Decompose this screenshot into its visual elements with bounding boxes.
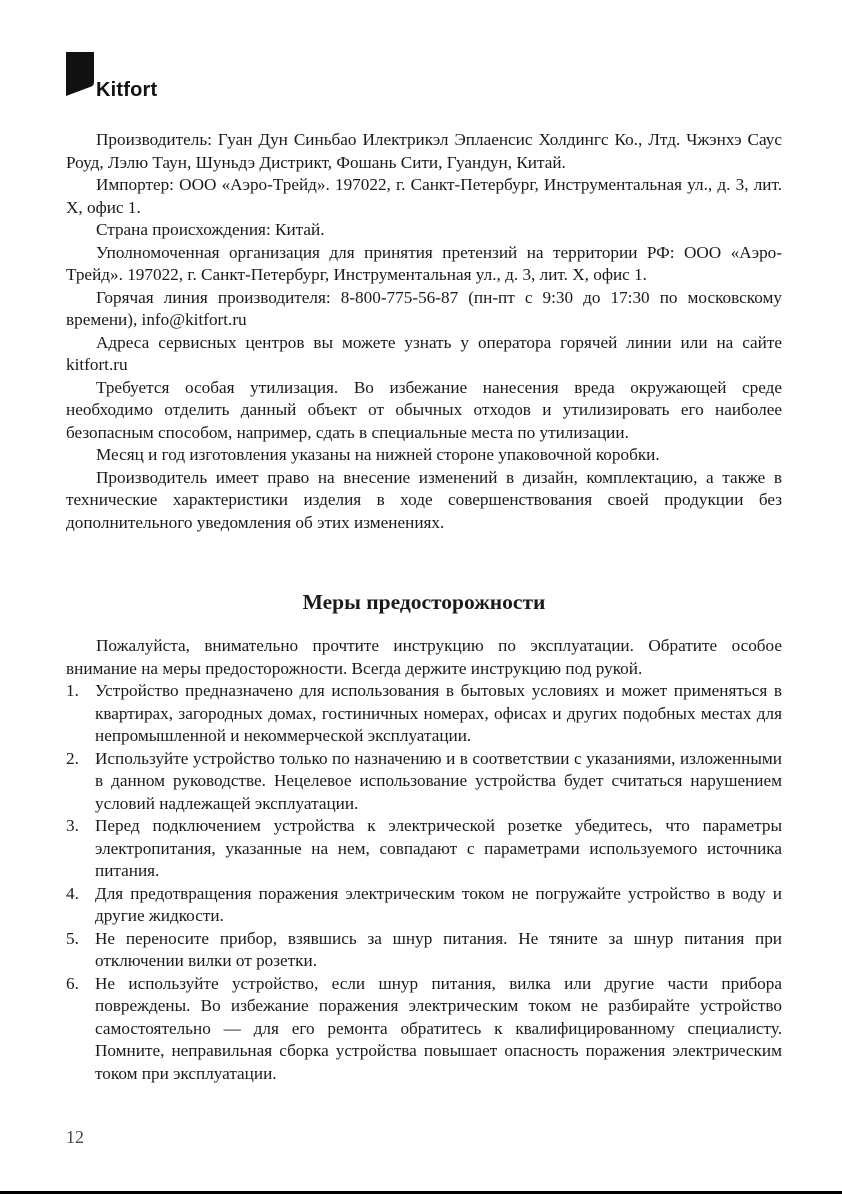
brand-logo — [66, 52, 186, 104]
manufacturer-paragraph: Производитель: Гуан Дун Синьбао Илектрикэл Эплаенсис Холдингс Ко., Лтд. Чжэнхэ Саус Роуд, Лэлю Таун, Шуньдэ Дистрикт, Фошань Сити, Гуандун, Китай. — [66, 130, 782, 172]
list-item-number: 4. — [66, 883, 79, 903]
list-item — [66, 680, 782, 748]
brand-name: Kitfort — [96, 79, 158, 101]
list-item — [66, 815, 782, 883]
safety-list — [66, 680, 782, 1085]
manufacture-date-paragraph: Месяц и год изготовления указаны на нижней стороне упаковочной коробки. — [96, 445, 660, 464]
service-centers-paragraph: Адреса сервисных центров вы можете узнать у оператора горячей линии или на сайте kitfort.ru — [66, 332, 782, 374]
list-item-text: Не используйте устройство, если шнур питания, вилка или другие части прибора повреждены. Во избежание поражения электрическим током не разбирайте устройство самостоятельно — для его ремонта обратитесь к квалифицированному специалисту. Помните, неправильная сборка устройства повышает опасность поражения электрическим током при эксплуатации. — [95, 973, 782, 1083]
authorized-organization-paragraph: Уполномоченная организация для принятия претензий на территории РФ: ООО «Аэро-Трейд». 197022, г. Санкт-Петербург, Инструментальная ул., д. 3, лит. Х, офис 1. — [66, 242, 782, 284]
page-number: 12 — [66, 1127, 84, 1147]
list-item — [66, 928, 782, 973]
list-item-number: 5. — [66, 928, 79, 948]
importer-paragraph: Импортер: ООО «Аэро-Трейд». 197022, г. Санкт-Петербург, Инструментальная ул., д. 3, лит. Х, офис 1. — [66, 175, 782, 217]
kitfort-logo-mark-icon — [66, 52, 94, 96]
list-item-text: Используйте устройство только по назначению и в соответствии с указаниями, изложенными в данном руководстве. Нецелевое использование устройства будет считаться нарушением условий надлежащей эксплуатации. — [95, 748, 782, 813]
list-item — [66, 748, 782, 816]
list-item — [66, 883, 782, 928]
manufacturer-info — [66, 129, 782, 534]
country-of-origin-paragraph: Страна происхождения: Китай. — [96, 220, 325, 239]
list-item-number: 3. — [66, 816, 79, 835]
section-heading: Меры предосторожности — [302, 590, 546, 614]
design-changes-paragraph: Производитель имеет право на внесение изменений в дизайн, комплектацию, а также в технические характеристики изделия в ходе совершенствования своей продукции без дополнительного уведомления об этих изменениях. — [66, 467, 782, 532]
safety-intro: Пожалуйста, внимательно прочтите инструкцию по эксплуатации. Обратите особое внимание на меры предосторожности. Всегда держите инструкцию под рукой. — [66, 636, 782, 678]
hotline-paragraph: Горячая линия производителя: 8-800-775-56-87 (пн-пт с 9:30 до 17:30 по московскому времени), info@kitfort.ru — [66, 287, 782, 329]
list-item-text: Перед подключением устройства к электрической розетке убедитесь, что параметры электропитания, указанные на нем, совпадают с параметрами используемого источника питания. — [95, 816, 782, 880]
list-item-number: 1. — [66, 681, 79, 700]
list-item-number: 6. — [66, 973, 79, 993]
list-item-text: Для предотвращения поражения электрическим током не погружайте устройство в воду и другие жидкости. — [95, 883, 782, 925]
list-item — [66, 973, 782, 1086]
list-item-text: Не переносите прибор, взявшись за шнур питания. Не тяните за шнур питания при отключении вилки от розетки. — [95, 928, 782, 970]
safety-section — [66, 635, 782, 1085]
disposal-paragraph: Требуется особая утилизация. Во избежание нанесения вреда окружающей среде необходимо отделить данный объект от обычных отходов и утилизировать его наиболее безопасным способом, например, сдать в специальные места по утилизации. — [66, 377, 782, 442]
list-item-text: Устройство предназначено для использования в бытовых условиях и может применяться в квартирах, загородных домах, гостиничных номерах, офисах и других подобных местах для непромышленной и некоммерческой эксплуатации. — [95, 681, 782, 745]
list-item-number: 2. — [66, 748, 79, 768]
